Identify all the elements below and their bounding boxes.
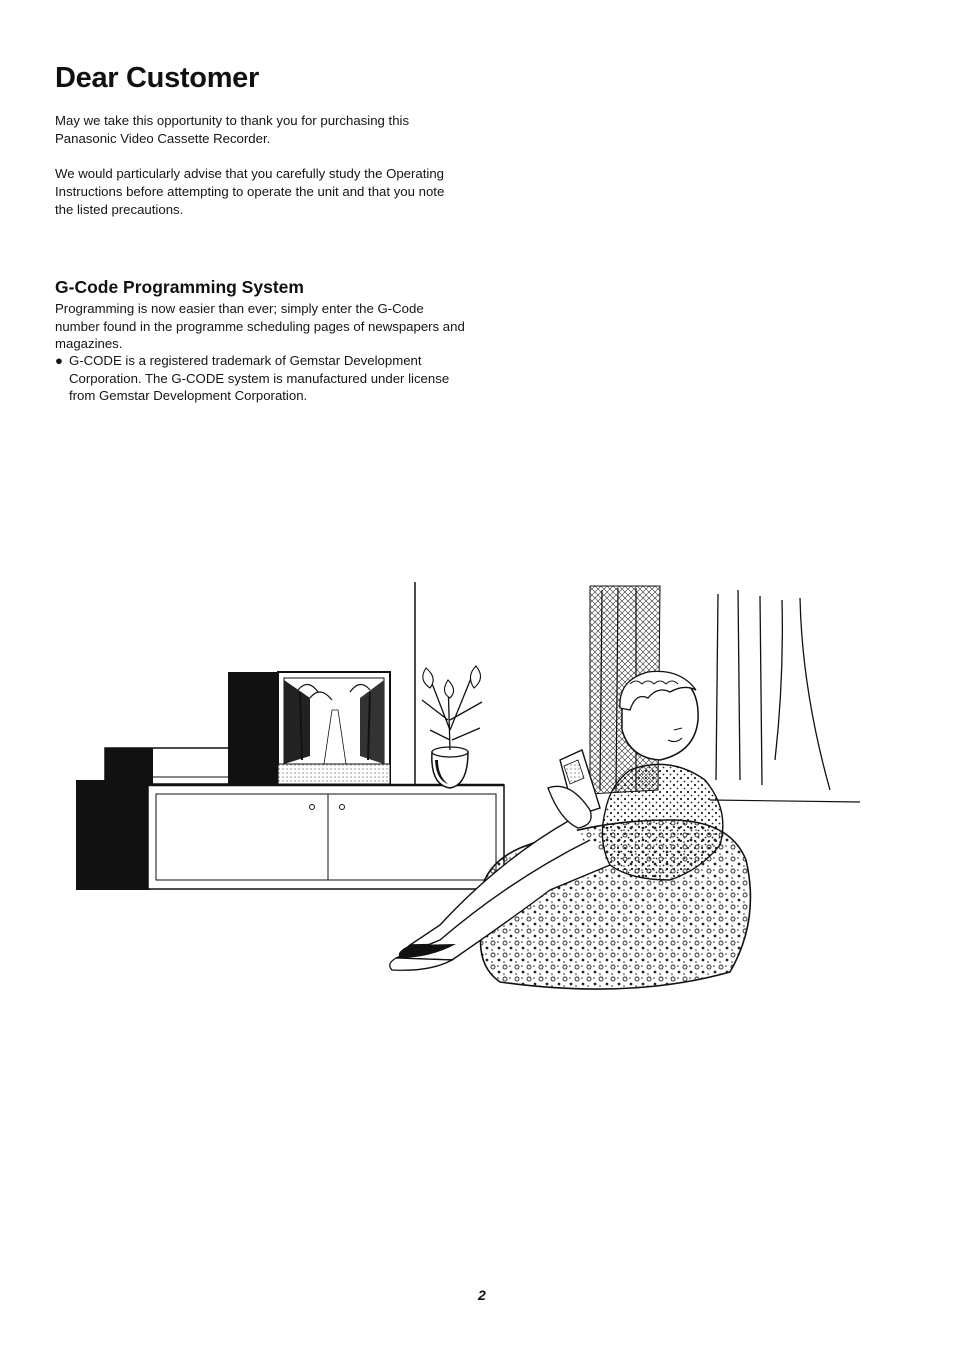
- gcode-section-heading: G-Code Programming System: [55, 277, 304, 297]
- page-title: Dear Customer: [55, 62, 259, 94]
- intro-paragraph-advice: We would particularly advise that you carefully study the Operating Instructions before attempting to operate the unit and that you note the listed precautions.: [55, 166, 445, 217]
- tv-cabinet: [148, 785, 504, 889]
- living-room-illustration: [70, 580, 870, 1000]
- bullet-icon: ●: [55, 353, 63, 368]
- intro-paragraph-thanks: May we take this opportunity to thank you for purchasing this Panasonic Video Cassette Recorder.: [55, 113, 410, 146]
- gcode-trademark-text: G-CODE is a registered trademark of Gemstar Development Corporation. The G-CODE system is manufactured under license from Gemstar Development Corporation.: [69, 353, 450, 403]
- television: [228, 672, 390, 784]
- gcode-trademark-note: [55, 352, 455, 405]
- page-number: 2: [478, 1287, 486, 1303]
- gcode-section-body: Programming is now easier than ever; simply enter the G-Code number found in the programme scheduling pages of newspapers and magazines.: [55, 301, 465, 351]
- potted-plant: [422, 666, 482, 788]
